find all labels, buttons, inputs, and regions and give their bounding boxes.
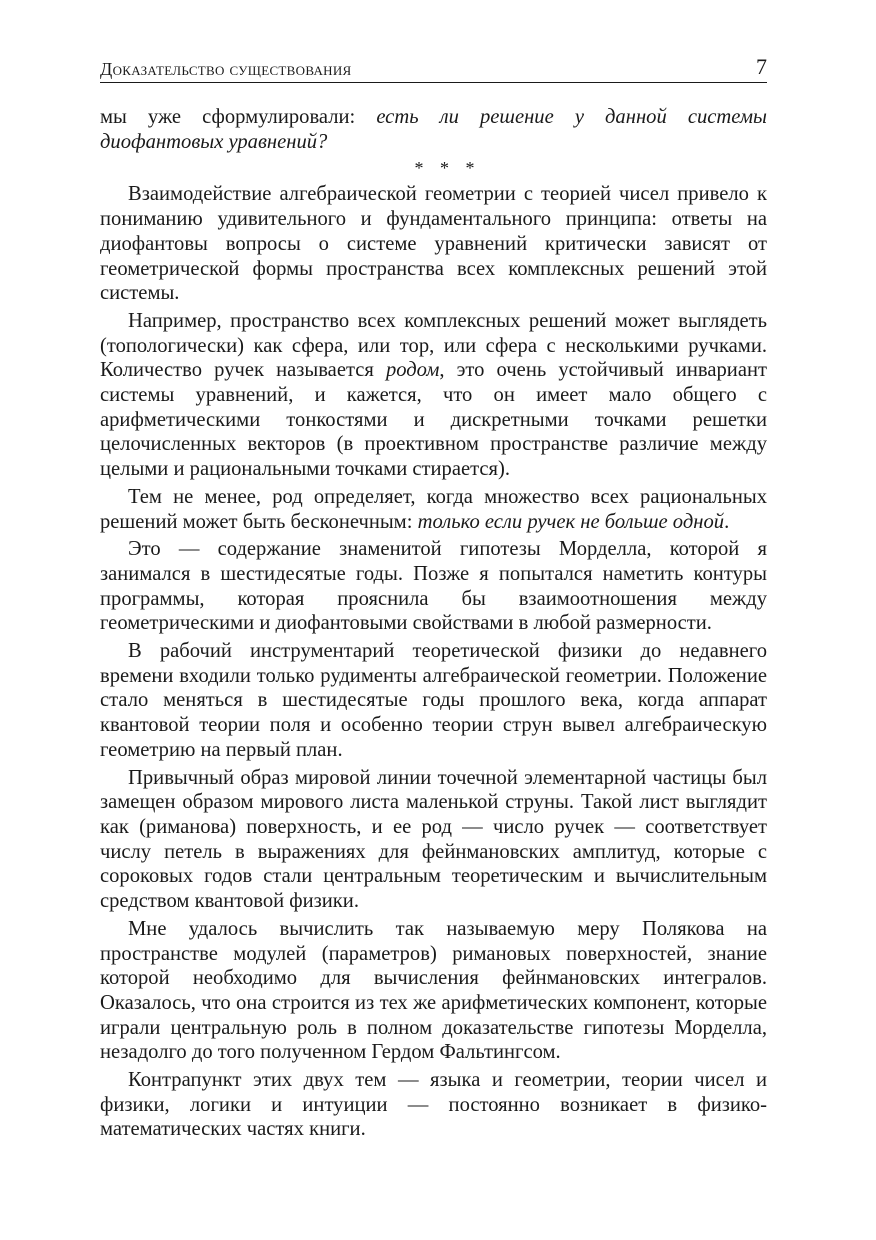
- running-header: [100, 52, 767, 83]
- body-text: [100, 105, 767, 1142]
- paragraph: Тем не менее, род определяет, когда множество всех рациональных решений может быть бесконечным: только если ручек не больше одной.: [100, 485, 767, 533]
- paragraph: Например, пространство всех комплексных решений может выглядеть (топологически) как сфера, или тор, или сфера с несколькими ручками. Количество ручек называется родом, это очень устойчивый инвариант системы уравнений, и кажется, что он имеет мало общего с арифметическими тонкостями и дискретными точками решетки целочисленных векторов (в проективном пространстве различие между целыми и рациональными точками стирается).: [100, 309, 767, 481]
- paragraph-continuation: мы уже сформулировали: есть ли решение у данной системы диофантовых уравнений?: [100, 106, 767, 153]
- paragraph: Взаимодействие алгебраической геометрии с теорией чисел привело к пониманию удивительного и фундаментального принципа: ответы на диофантовы вопросы о системе уравнений критически зависят от геометрической формы пространства всех комплексных решений этой системы.: [100, 183, 767, 305]
- paragraph: Мне удалось вычислить так называемую меру Полякова на пространстве модулей (параметров) римановых поверхностей, знание которой необходимо для вычисления фейнмановских интегралов. Оказалось, что она строится из тех же арифметических компонент, которые играли центральную роль в полном доказательстве гипотезы Морделла, незадолго до того полученном Гердом Фальтингсом.: [100, 917, 767, 1064]
- paragraph: Контрапункт этих двух тем — языка и геометрии, теории чисел и физики, логики и интуиции — постоянно возникает в физико-математических частях книги.: [100, 1069, 767, 1141]
- page-number: 7: [756, 54, 767, 79]
- section-separator: * * *: [414, 158, 481, 179]
- book-page: [100, 52, 767, 1142]
- chapter-title: Доказательство существования: [100, 59, 352, 79]
- paragraph: В рабочий инструментарий теоретической физики до недавнего времени входили только рудименты алгебраической геометрии. Положение стало меняться в шестидесятые годы прошлого века, когда аппарат квантовой теории поля и особенно теории струн вывел алгебраическую геометрию на первый план.: [100, 640, 767, 761]
- paragraph: Это — содержание знаменитой гипотезы Морделла, которой я занимался в шестидесятые годы. Позже я попытался наметить контуры программы, которая прояснила бы взаимоотношения между геометрическими и диофантовыми свойствами в любой размерности.: [100, 538, 767, 635]
- paragraph: Привычный образ мировой линии точечной элементарной частицы был замещен образом мирового листа маленькой струны. Такой лист выглядит как (риманова) поверхность, и ее род — число ручек — соответствует числу петель в выражениях для фейнмановских амплитуд, которые с сороковых годов стали центральным теоретическим и вычислительным средством квантовой физики.: [100, 766, 767, 913]
